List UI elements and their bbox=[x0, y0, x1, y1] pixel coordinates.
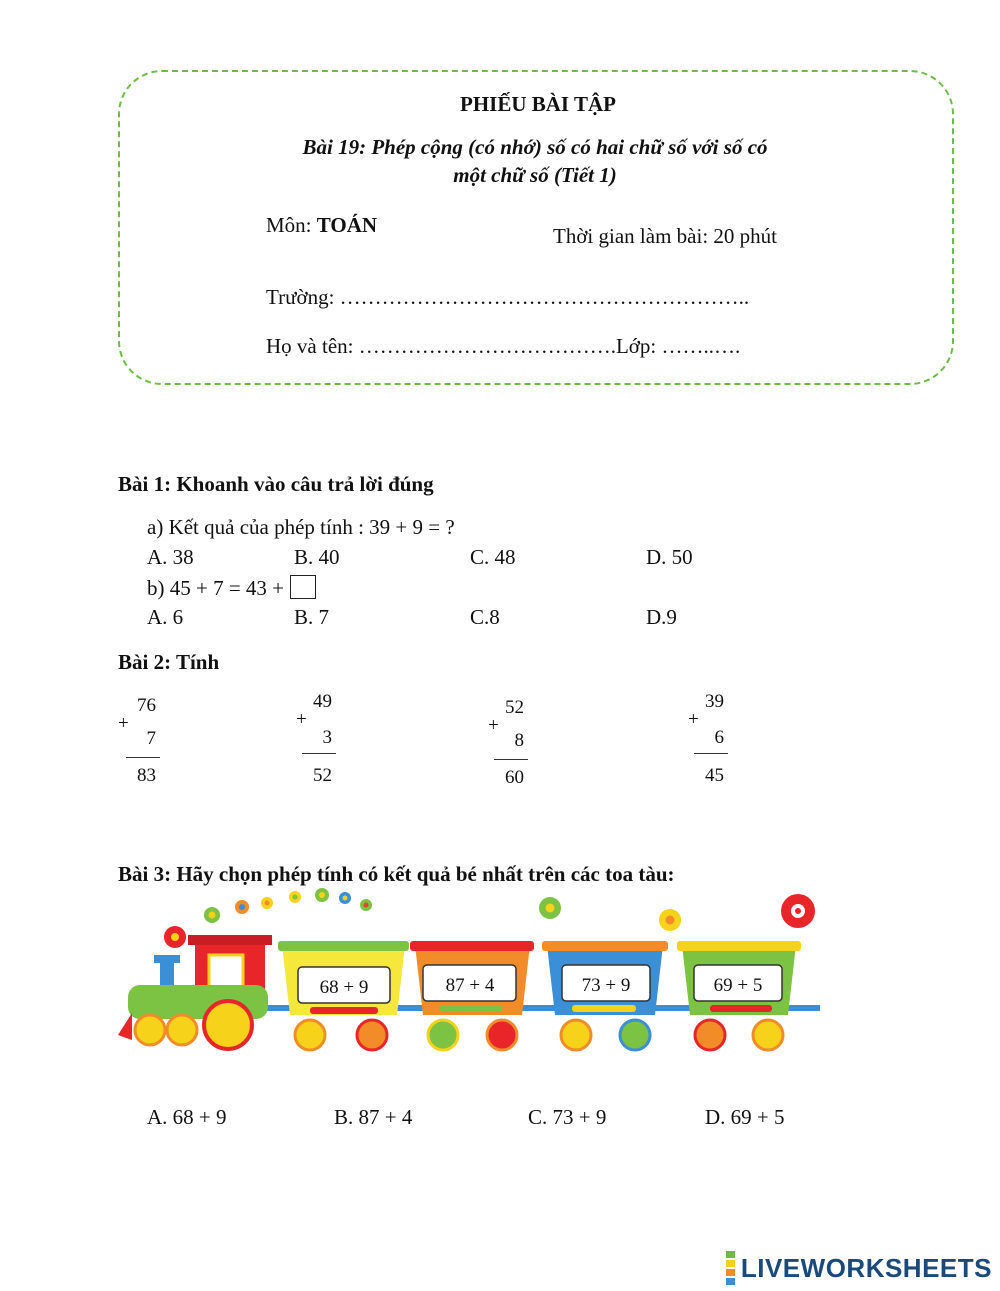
liveworksheets-logo bbox=[726, 1250, 992, 1286]
bai1-b-option-b[interactable]: B. 7 bbox=[294, 605, 330, 629]
name-class-field[interactable]: Họ và tên: ……………………………….Lớp: ……..…. bbox=[266, 334, 741, 358]
bai1-b-option-d[interactable]: D.9 bbox=[646, 605, 677, 629]
bai1-a-option-d[interactable]: D. 50 bbox=[646, 545, 693, 569]
bai1-b-option-c[interactable]: C.8 bbox=[470, 605, 500, 629]
logo-text: LIVEWORKSHEETS bbox=[740, 1252, 992, 1283]
plus-sign: + bbox=[118, 713, 129, 734]
wagon-4-label: 69 + 5 bbox=[713, 975, 763, 996]
bai2-heading: Bài 2: Tính bbox=[118, 650, 220, 674]
bai1-a-option-a[interactable]: A. 38 bbox=[147, 545, 194, 569]
result[interactable]: 45 bbox=[705, 765, 724, 786]
worksheet-title: PHIẾU BÀI TẬP bbox=[460, 92, 616, 116]
time-limit: Thời gian làm bài: 20 phút bbox=[553, 224, 777, 248]
locomotive bbox=[118, 935, 272, 1049]
bai1-question-a: a) Kết quả của phép tính : 39 + 9 = ? bbox=[147, 515, 455, 539]
addition-problem-3 bbox=[488, 697, 524, 797]
addition-problem-2 bbox=[296, 691, 332, 791]
bai1-heading: Bài 1: Khoanh vào câu trả lời đúng bbox=[118, 472, 434, 496]
subject bbox=[266, 213, 377, 238]
plus-sign: + bbox=[488, 715, 499, 736]
sum-line bbox=[494, 759, 528, 760]
sum-line bbox=[126, 757, 160, 758]
operand-a: 49 bbox=[313, 691, 332, 712]
operand-b: 7 bbox=[146, 728, 156, 749]
bai1-a-option-b[interactable]: B. 40 bbox=[294, 545, 340, 569]
operand-a: 52 bbox=[505, 697, 524, 718]
answer-box[interactable] bbox=[290, 575, 316, 599]
bai3-option-d[interactable]: D. 69 + 5 bbox=[705, 1105, 785, 1129]
train-illustration bbox=[110, 885, 850, 1060]
lesson-subtitle bbox=[270, 133, 800, 189]
bai1-b-option-a[interactable]: A. 6 bbox=[147, 605, 184, 629]
wagon-1-label: 68 + 9 bbox=[319, 977, 369, 998]
bai1-a-option-c[interactable]: C. 48 bbox=[470, 545, 516, 569]
wagon-2-label: 87 + 4 bbox=[445, 975, 495, 996]
addition-problem-1 bbox=[118, 695, 156, 795]
bai1-question-b bbox=[147, 575, 316, 601]
bai1-question-b-text: b) 45 + 7 = 43 + bbox=[147, 576, 285, 600]
subtitle-line-1: Bài 19: Phép cộng (có nhớ) số có hai chữ số với số có bbox=[302, 135, 768, 159]
bai3-option-c[interactable]: C. 73 + 9 bbox=[528, 1105, 607, 1129]
operand-b: 6 bbox=[714, 727, 724, 748]
operand-a: 76 bbox=[137, 695, 156, 716]
sum-line bbox=[302, 753, 336, 754]
sum-line bbox=[694, 753, 728, 754]
logo-badge-icon bbox=[726, 1250, 735, 1286]
addition-problem-4 bbox=[688, 691, 724, 791]
operand-b: 8 bbox=[514, 730, 524, 751]
subject-label: Môn: bbox=[266, 213, 317, 237]
plus-sign: + bbox=[296, 709, 307, 730]
wagon-3-label: 73 + 9 bbox=[581, 975, 631, 996]
subtitle-line-2: một chữ số (Tiết 1) bbox=[453, 163, 617, 187]
operand-b: 3 bbox=[322, 727, 332, 748]
result[interactable]: 83 bbox=[137, 765, 156, 786]
result[interactable]: 60 bbox=[505, 767, 524, 788]
school-field[interactable]: Trường: ………………………………………………….. bbox=[266, 285, 750, 309]
bai3-option-b[interactable]: B. 87 + 4 bbox=[334, 1105, 413, 1129]
bai3-heading: Bài 3: Hãy chọn phép tính có kết quả bé nhất trên các toa tàu: bbox=[118, 862, 675, 886]
result[interactable]: 52 bbox=[313, 765, 332, 786]
operand-a: 39 bbox=[705, 691, 724, 712]
bai3-option-a[interactable]: A. 68 + 9 bbox=[147, 1105, 227, 1129]
plus-sign: + bbox=[688, 709, 699, 730]
subject-value: TOÁN bbox=[316, 213, 378, 237]
